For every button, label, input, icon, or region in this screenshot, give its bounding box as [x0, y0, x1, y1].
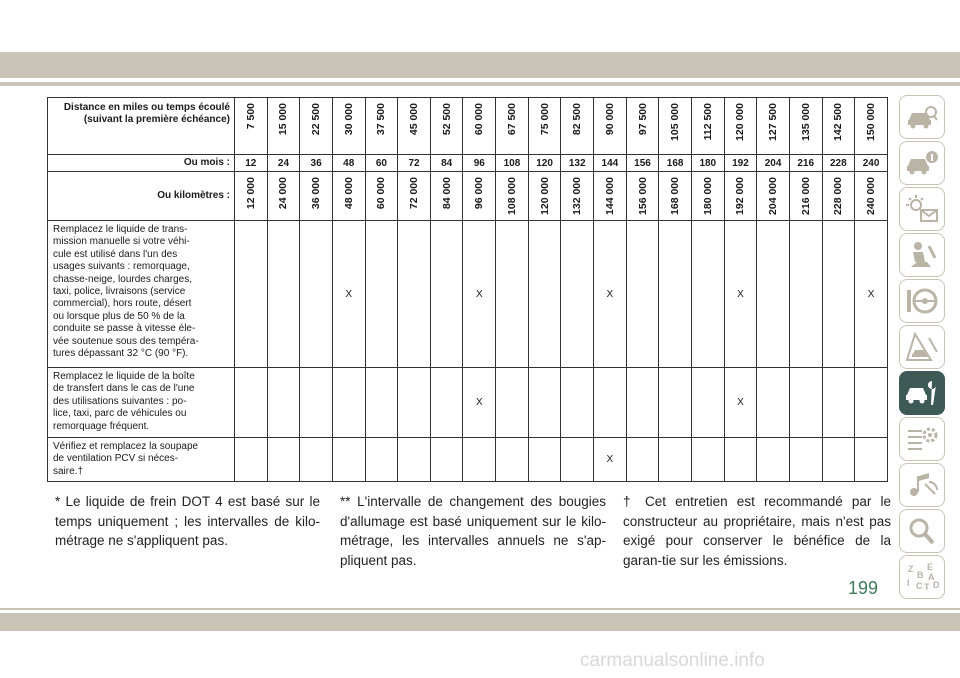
task-label-line: taxi, police, livraisons (service [53, 286, 186, 298]
km-cell [267, 172, 300, 221]
bottom-decor-line [0, 608, 960, 610]
months-cell: 48 [332, 155, 365, 172]
schedule-mark-cell [594, 368, 627, 438]
schedule-mark-cell [430, 368, 463, 438]
miles-cell [822, 98, 855, 155]
months-cell: 24 [267, 155, 300, 172]
top-decor-line [0, 82, 960, 86]
chapter-sidebar [897, 95, 947, 601]
months-cell: 168 [659, 155, 692, 172]
months-row [48, 155, 888, 172]
index-letter: Z [908, 564, 914, 574]
months-cell: 12 [235, 155, 268, 172]
index-letter: E [927, 562, 934, 572]
miles-value: 127 500 [767, 103, 780, 141]
schedule-mark-cell [528, 221, 561, 368]
schedule-mark-cell [300, 438, 333, 482]
task-row-manual-transmission [48, 221, 888, 368]
km-cell [789, 172, 822, 221]
km-cell [561, 172, 594, 221]
months-cell: 132 [561, 155, 594, 172]
task-label-line: de ventilation PCV si néces- [53, 453, 179, 465]
km-value: 180 000 [701, 177, 714, 215]
task-label-line: Remplacez le liquide de la boîte [53, 371, 195, 382]
months-label: Ou mois : [48, 155, 235, 172]
km-cell [365, 172, 398, 221]
km-value: 204 000 [767, 177, 780, 215]
task-label [48, 368, 235, 438]
months-cell: 72 [398, 155, 431, 172]
index-letter: C [916, 581, 923, 591]
bottom-decor-band [0, 613, 960, 631]
task-label-line: conduite se passe à vitesse éle- [53, 323, 196, 335]
task-label-line: remorquage fréquent. [53, 420, 150, 432]
miles-cell [300, 98, 333, 155]
distance-header-label [48, 98, 235, 155]
schedule-mark-cell [528, 368, 561, 438]
months-cell: 120 [528, 155, 561, 172]
schedule-mark-cell [398, 368, 431, 438]
schedule-mark-cell [365, 438, 398, 482]
km-cell [496, 172, 529, 221]
miles-value: 112 500 [701, 103, 714, 141]
miles-cell [430, 98, 463, 155]
task-label-line: commercial), hors route, désert [53, 298, 192, 310]
months-cell: 60 [365, 155, 398, 172]
miles-value: 37 500 [375, 103, 388, 136]
km-cell [594, 172, 627, 221]
schedule-mark-cell [235, 438, 268, 482]
task-label-line: Vérifiez et remplacez la soupape [53, 441, 199, 452]
miles-cell [789, 98, 822, 155]
schedule-mark-cell [659, 438, 692, 482]
schedule-mark-cell [235, 221, 268, 368]
km-value: 24 000 [277, 177, 290, 210]
miles-cell [365, 98, 398, 155]
watermark-text: carmanualsonline.info [580, 650, 765, 671]
schedule-mark-cell: X [594, 221, 627, 368]
schedule-mark-cell [822, 221, 855, 368]
task-label-line: chasse-neige, lourdes charges, [53, 273, 192, 285]
schedule-mark-cell [496, 438, 529, 482]
km-value: 120 000 [538, 177, 551, 215]
schedule-mark-cell: X [594, 438, 627, 482]
schedule-mark-cell: X [724, 221, 757, 368]
km-cell [626, 172, 659, 221]
km-label: Ou kilomètres : [48, 172, 235, 221]
miles-cell [398, 98, 431, 155]
km-cell [855, 172, 888, 221]
task-label-line: lice, taxi, parc de véhicules ou [53, 408, 187, 420]
miles-cell [855, 98, 888, 155]
km-value: 36 000 [310, 177, 323, 210]
schedule-mark-cell [267, 438, 300, 482]
task-row-pcv-valve [48, 438, 888, 482]
footnote-brake-fluid: * Le liquide de frein DOT 4 est basé sur le temps uniquement ; les intervalles de kilo-métrage ne s'appliquent pas. [55, 494, 320, 548]
schedule-mark-cell [691, 221, 724, 368]
schedule-mark-cell: X [855, 221, 888, 368]
car-wrench-icon[interactable] [899, 371, 945, 415]
index-letter: I [907, 578, 910, 588]
task-row-transfer-case [48, 368, 888, 438]
miles-value: 142 500 [832, 103, 845, 141]
schedule-mark-cell [300, 368, 333, 438]
schedule-mark-cell [757, 368, 790, 438]
schedule-mark-cell: X [332, 221, 365, 368]
miles-value: 75 000 [538, 103, 551, 136]
months-cell: 192 [724, 155, 757, 172]
km-value: 96 000 [473, 177, 486, 210]
task-label-line: ou lorsque plus de 50 % de la [53, 310, 185, 322]
miles-header-row [48, 98, 888, 155]
schedule-mark-cell [332, 368, 365, 438]
km-cell [463, 172, 496, 221]
miles-cell [496, 98, 529, 155]
schedule-mark-cell [822, 368, 855, 438]
km-cell [430, 172, 463, 221]
schedule-mark-cell [757, 221, 790, 368]
schedule-mark-cell [789, 221, 822, 368]
km-value: 72 000 [408, 177, 421, 210]
schedule-mark-cell [365, 368, 398, 438]
km-value: 168 000 [669, 177, 682, 215]
miles-value: 22 500 [310, 103, 323, 136]
lights-message-icon[interactable] [899, 187, 945, 231]
task-label-line: cule est utilisé dans l'un des [53, 248, 178, 260]
index-letter: A [928, 572, 935, 582]
schedule-mark-cell [626, 438, 659, 482]
schedule-mark-cell [822, 438, 855, 482]
schedule-mark-cell [855, 368, 888, 438]
miles-value: 7 500 [244, 103, 257, 130]
km-value: 84 000 [440, 177, 453, 210]
km-value: 60 000 [375, 177, 388, 210]
miles-cell [267, 98, 300, 155]
list-gear-icon[interactable] [899, 417, 945, 461]
miles-cell [724, 98, 757, 155]
schedule-mark-cell [659, 221, 692, 368]
schedule-mark-cell: X [463, 221, 496, 368]
miles-cell [594, 98, 627, 155]
km-cell [724, 172, 757, 221]
km-cell [757, 172, 790, 221]
miles-value: 60 000 [473, 103, 486, 136]
schedule-mark-cell [496, 368, 529, 438]
km-value: 144 000 [603, 177, 616, 215]
miles-value: 90 000 [603, 103, 616, 136]
km-value: 132 000 [571, 177, 584, 215]
months-cell: 156 [626, 155, 659, 172]
miles-value: 45 000 [408, 103, 421, 136]
months-cell: 108 [496, 155, 529, 172]
schedule-mark-cell [398, 221, 431, 368]
km-row [48, 172, 888, 221]
schedule-mark-cell [561, 438, 594, 482]
miles-value: 105 000 [669, 103, 682, 141]
months-cell: 96 [463, 155, 496, 172]
schedule-mark-cell [300, 221, 333, 368]
km-value: 228 000 [832, 177, 845, 215]
schedule-mark-cell [561, 368, 594, 438]
miles-value: 135 000 [799, 103, 812, 141]
km-cell [398, 172, 431, 221]
task-label-line: tures dépassant 32 °C (90 °F). [53, 348, 189, 360]
km-value: 156 000 [636, 177, 649, 215]
schedule-mark-cell [757, 438, 790, 482]
distance-label-line2: (suivant la première échéance) [83, 114, 230, 125]
km-cell [822, 172, 855, 221]
months-cell: 204 [757, 155, 790, 172]
schedule-mark-cell [365, 221, 398, 368]
miles-value: 30 000 [342, 103, 355, 136]
miles-value: 52 500 [440, 103, 453, 136]
task-label-line: mission manuelle si votre véhi- [53, 236, 190, 248]
maintenance-schedule-table [47, 97, 888, 482]
miles-cell [561, 98, 594, 155]
index-letter: B [917, 570, 924, 580]
task-label-line: des utilisations suivantes : po- [53, 395, 187, 407]
km-cell [528, 172, 561, 221]
km-cell [659, 172, 692, 221]
schedule-mark-cell [267, 368, 300, 438]
schedule-mark-cell: X [463, 368, 496, 438]
months-cell: 216 [789, 155, 822, 172]
miles-cell [463, 98, 496, 155]
schedule-mark-cell [235, 368, 268, 438]
distance-label-line1: Distance en miles ou temps écoulé [63, 102, 230, 113]
months-cell: 228 [822, 155, 855, 172]
miles-cell [757, 98, 790, 155]
schedule-mark-cell [332, 438, 365, 482]
task-label-line: vée soutenue sous des tempéra- [53, 335, 199, 347]
miles-cell [626, 98, 659, 155]
km-value: 192 000 [734, 177, 747, 215]
km-cell [332, 172, 365, 221]
schedule-mark-cell [430, 221, 463, 368]
car-info-icon[interactable] [899, 141, 945, 185]
km-value: 108 000 [505, 177, 518, 215]
task-label [48, 221, 235, 368]
steering-wheel-icon[interactable] [899, 279, 945, 323]
task-label-line: saire.† [53, 465, 84, 477]
index-letter: T [924, 582, 930, 592]
schedule-mark-cell [691, 438, 724, 482]
schedule-mark-cell [855, 438, 888, 482]
schedule-mark-cell [691, 368, 724, 438]
footnote-recommended: † Cet entretien est recommandé par le constructeur au propriétaire, mais n'est pas exigé pour conserver le bénéfice de la garan-tie sur les émissions. [623, 494, 891, 568]
schedule-mark-cell [496, 221, 529, 368]
km-value: 240 000 [865, 177, 878, 215]
task-label-line: usages suivants : remorquage, [53, 261, 190, 273]
schedule-mark-cell [789, 438, 822, 482]
schedule-mark-cell: X [724, 368, 757, 438]
schedule-mark-cell [724, 438, 757, 482]
task-label-line: Remplacez le liquide de trans- [53, 224, 188, 235]
schedule-mark-cell [659, 368, 692, 438]
magnifier-icon[interactable] [899, 509, 945, 553]
seat-person-icon[interactable] [899, 233, 945, 277]
miles-value: 97 500 [636, 103, 649, 136]
svg-text:ZEBAICTD [907, 562, 939, 592]
miles-cell [691, 98, 724, 155]
schedule-mark-cell [430, 438, 463, 482]
alphabet-index-icon[interactable] [899, 555, 945, 599]
task-label-line: de transfert dans le cas de l'une [53, 383, 195, 395]
miles-value: 15 000 [277, 103, 290, 136]
months-cell: 144 [594, 155, 627, 172]
index-letter: D [933, 580, 939, 590]
km-cell [300, 172, 333, 221]
km-cell [235, 172, 268, 221]
car-search-icon[interactable] [899, 95, 945, 139]
schedule-mark-cell [626, 221, 659, 368]
months-cell: 36 [300, 155, 333, 172]
car-warning-icon[interactable] [899, 325, 945, 369]
page-number: 199 [848, 578, 879, 598]
km-cell [691, 172, 724, 221]
months-cell: 240 [855, 155, 888, 172]
schedule-mark-cell [528, 438, 561, 482]
schedule-mark-cell [267, 221, 300, 368]
music-nav-icon[interactable] [899, 463, 945, 507]
km-value: 216 000 [799, 177, 812, 215]
schedule-mark-cell [789, 368, 822, 438]
months-cell: 180 [691, 155, 724, 172]
miles-cell [659, 98, 692, 155]
miles-cell [528, 98, 561, 155]
schedule-mark-cell [398, 438, 431, 482]
schedule-mark-cell [626, 368, 659, 438]
footnote-spark-plugs: ** L'intervalle de changement des bougies d'allumage est basé uniquement sur le kilo-métrage, les intervalles annuels ne s'ap-pliquent pas. [340, 494, 606, 568]
miles-value: 150 000 [865, 103, 878, 141]
miles-cell [235, 98, 268, 155]
miles-cell [332, 98, 365, 155]
top-decor-band [0, 52, 960, 78]
km-value: 12 000 [244, 177, 257, 210]
miles-value: 82 500 [571, 103, 584, 136]
schedule-mark-cell [561, 221, 594, 368]
months-cell: 84 [430, 155, 463, 172]
miles-value: 120 000 [734, 103, 747, 141]
km-value: 48 000 [342, 177, 355, 210]
schedule-mark-cell [463, 438, 496, 482]
task-label [48, 438, 235, 482]
miles-value: 67 500 [505, 103, 518, 136]
